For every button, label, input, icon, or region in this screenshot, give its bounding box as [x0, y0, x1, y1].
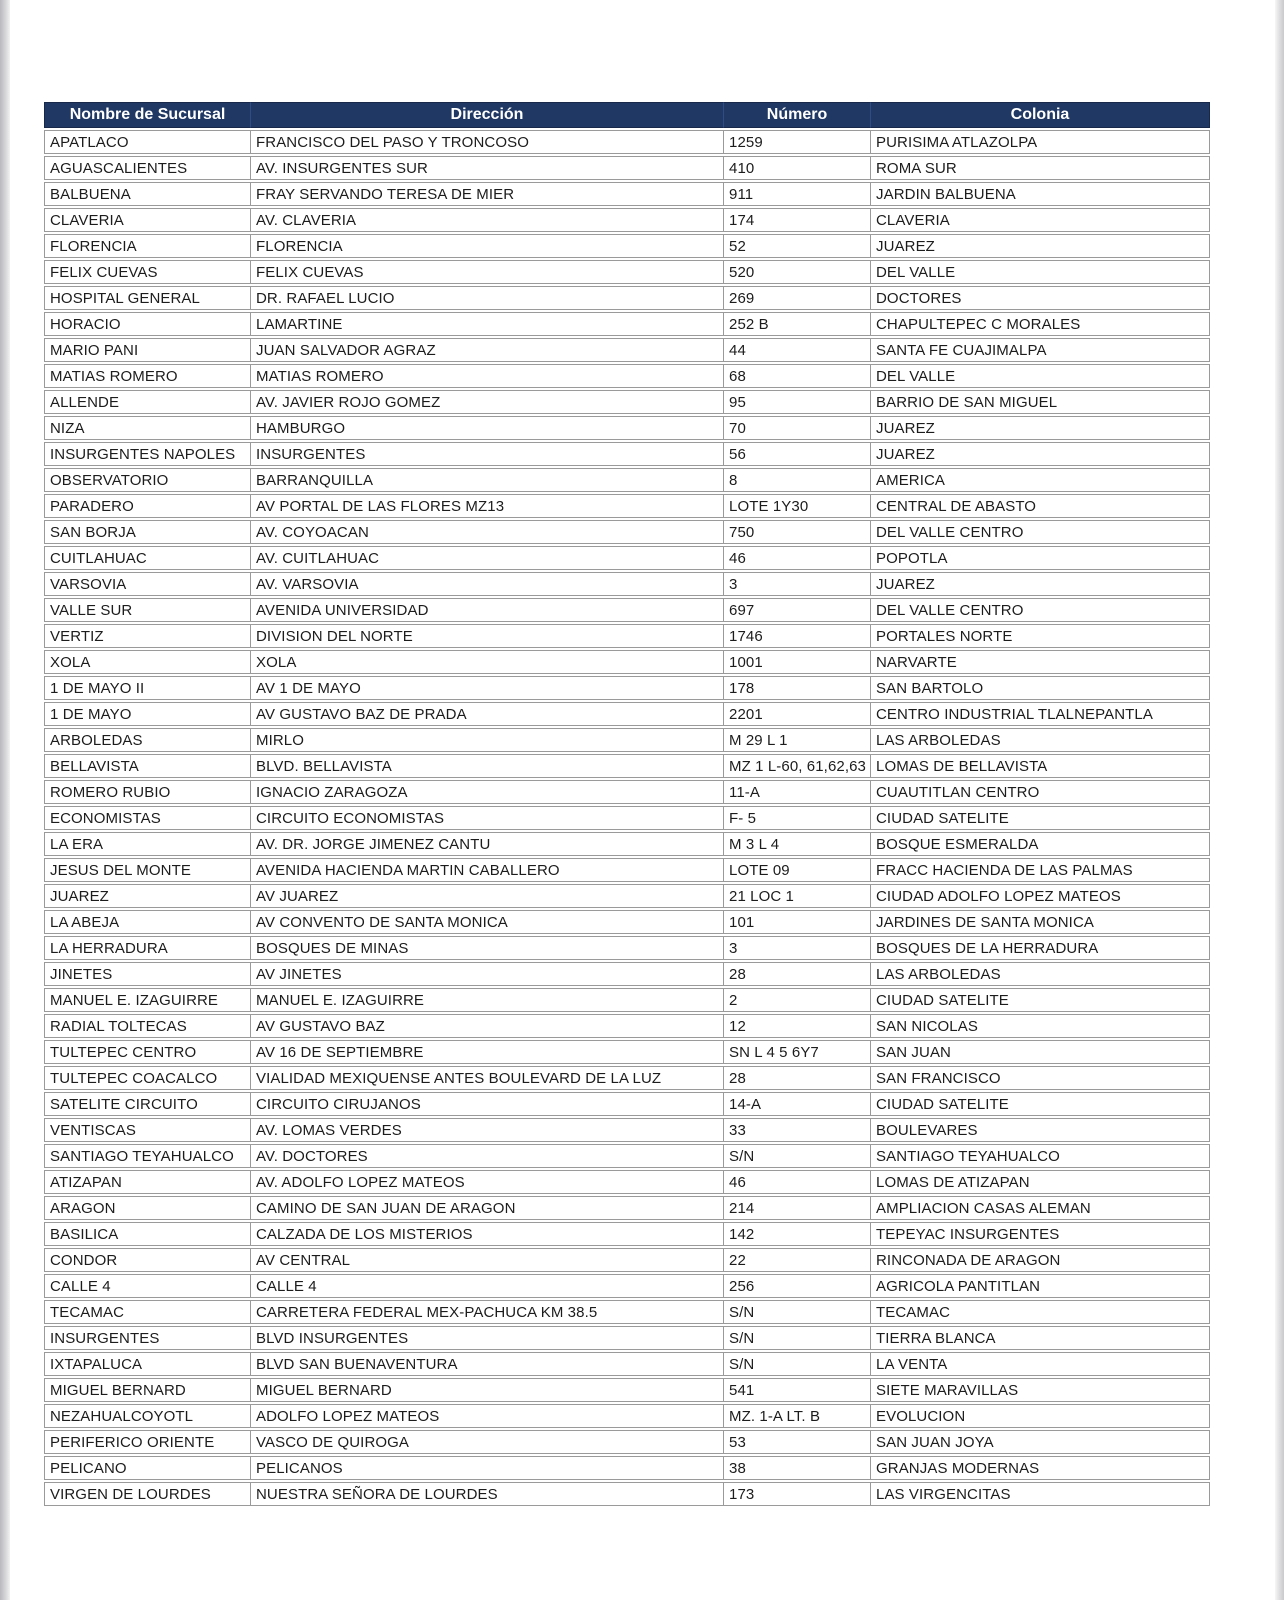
cell-numero: 56 [723, 442, 870, 466]
cell-numero: 46 [723, 1170, 870, 1194]
cell-direccion: BARRANQUILLA [250, 468, 723, 492]
cell-direccion: CIRCUITO ECONOMISTAS [250, 806, 723, 830]
cell-nombre-de-sucursal: HOSPITAL GENERAL [44, 286, 250, 310]
table-row [44, 572, 1210, 596]
cell-direccion: AV. CLAVERIA [250, 208, 723, 232]
table-row [44, 728, 1210, 752]
cell-numero: S/N [723, 1300, 870, 1324]
cell-numero: 269 [723, 286, 870, 310]
cell-numero: 11-A [723, 780, 870, 804]
cell-colonia: TIERRA BLANCA [870, 1326, 1210, 1350]
column-header-colonia: Colonia [870, 102, 1210, 128]
cell-direccion: FRAY SERVANDO TERESA DE MIER [250, 182, 723, 206]
cell-direccion: IGNACIO ZARAGOZA [250, 780, 723, 804]
table-row [44, 1092, 1210, 1116]
cell-direccion: AV JUAREZ [250, 884, 723, 908]
cell-colonia: CHAPULTEPEC C MORALES [870, 312, 1210, 336]
table-row [44, 1170, 1210, 1194]
cell-colonia: GRANJAS MODERNAS [870, 1456, 1210, 1480]
cell-direccion: MIGUEL BERNARD [250, 1378, 723, 1402]
cell-direccion: CALLE 4 [250, 1274, 723, 1298]
cell-colonia: SANTIAGO TEYAHUALCO [870, 1144, 1210, 1168]
table-row [44, 286, 1210, 310]
cell-direccion: AV 16 DE SEPTIEMBRE [250, 1040, 723, 1064]
cell-numero: F- 5 [723, 806, 870, 830]
table-row [44, 182, 1210, 206]
cell-numero: MZ. 1-A LT. B [723, 1404, 870, 1428]
table-row [44, 1378, 1210, 1402]
cell-colonia: BOSQUE ESMERALDA [870, 832, 1210, 856]
cell-nombre-de-sucursal: TULTEPEC COACALCO [44, 1066, 250, 1090]
table-row [44, 312, 1210, 336]
cell-nombre-de-sucursal: VARSOVIA [44, 572, 250, 596]
cell-direccion: VIALIDAD MEXIQUENSE ANTES BOULEVARD DE LA LUZ [250, 1066, 723, 1090]
cell-colonia: PURISIMA ATLAZOLPA [870, 130, 1210, 154]
table-row [44, 1196, 1210, 1220]
table-row [44, 1326, 1210, 1350]
cell-numero: 1259 [723, 130, 870, 154]
table-row [44, 1274, 1210, 1298]
cell-direccion: CALZADA DE LOS MISTERIOS [250, 1222, 723, 1246]
cell-direccion: XOLA [250, 650, 723, 674]
cell-direccion: FELIX CUEVAS [250, 260, 723, 284]
cell-nombre-de-sucursal: RADIAL TOLTECAS [44, 1014, 250, 1038]
cell-numero: 3 [723, 572, 870, 596]
cell-nombre-de-sucursal: 1 DE MAYO II [44, 676, 250, 700]
table-row [44, 208, 1210, 232]
cell-direccion: DR. RAFAEL LUCIO [250, 286, 723, 310]
table-row [44, 962, 1210, 986]
cell-colonia: POPOTLA [870, 546, 1210, 570]
cell-nombre-de-sucursal: MANUEL E. IZAGUIRRE [44, 988, 250, 1012]
table-row [44, 858, 1210, 882]
cell-nombre-de-sucursal: MARIO PANI [44, 338, 250, 362]
table-row [44, 1248, 1210, 1272]
cell-nombre-de-sucursal: MIGUEL BERNARD [44, 1378, 250, 1402]
table-row [44, 520, 1210, 544]
cell-numero: 750 [723, 520, 870, 544]
cell-nombre-de-sucursal: FLORENCIA [44, 234, 250, 258]
table-row [44, 624, 1210, 648]
cell-numero: 2 [723, 988, 870, 1012]
cell-nombre-de-sucursal: NEZAHUALCOYOTL [44, 1404, 250, 1428]
cell-nombre-de-sucursal: BASILICA [44, 1222, 250, 1246]
table-header-row [44, 102, 1210, 128]
table-row [44, 260, 1210, 284]
cell-nombre-de-sucursal: ROMERO RUBIO [44, 780, 250, 804]
cell-direccion: AV CONVENTO DE SANTA MONICA [250, 910, 723, 934]
table-row [44, 494, 1210, 518]
cell-direccion: PELICANOS [250, 1456, 723, 1480]
cell-nombre-de-sucursal: NIZA [44, 416, 250, 440]
cell-colonia: RINCONADA DE ARAGON [870, 1248, 1210, 1272]
cell-nombre-de-sucursal: CUITLAHUAC [44, 546, 250, 570]
cell-colonia: TEPEYAC INSURGENTES [870, 1222, 1210, 1246]
cell-nombre-de-sucursal: APATLACO [44, 130, 250, 154]
cell-colonia: PORTALES NORTE [870, 624, 1210, 648]
cell-colonia: LAS VIRGENCITAS [870, 1482, 1210, 1506]
cell-colonia: AMERICA [870, 468, 1210, 492]
cell-direccion: AV GUSTAVO BAZ DE PRADA [250, 702, 723, 726]
table-row [44, 1118, 1210, 1142]
cell-numero: 70 [723, 416, 870, 440]
cell-numero: 68 [723, 364, 870, 388]
table-row [44, 468, 1210, 492]
cell-colonia: SANTA FE CUAJIMALPA [870, 338, 1210, 362]
cell-colonia: DEL VALLE [870, 260, 1210, 284]
cell-direccion: AV 1 DE MAYO [250, 676, 723, 700]
column-header-numero: Número [723, 102, 870, 128]
cell-numero: 2201 [723, 702, 870, 726]
cell-direccion: MATIAS ROMERO [250, 364, 723, 388]
cell-direccion: LAMARTINE [250, 312, 723, 336]
table-row [44, 234, 1210, 258]
cell-numero: SN L 4 5 6Y7 [723, 1040, 870, 1064]
cell-numero: S/N [723, 1352, 870, 1376]
column-header-nombre-de-sucursal: Nombre de Sucursal [44, 102, 250, 128]
cell-colonia: BOSQUES DE LA HERRADURA [870, 936, 1210, 960]
cell-numero: 46 [723, 546, 870, 570]
cell-colonia: TECAMAC [870, 1300, 1210, 1324]
table-row [44, 1482, 1210, 1506]
table-row [44, 1222, 1210, 1246]
cell-nombre-de-sucursal: CLAVERIA [44, 208, 250, 232]
table-row [44, 390, 1210, 414]
cell-direccion: AV. DR. JORGE JIMENEZ CANTU [250, 832, 723, 856]
table-body [44, 130, 1210, 1506]
table-row [44, 598, 1210, 622]
table-row [44, 884, 1210, 908]
cell-colonia: LOMAS DE BELLAVISTA [870, 754, 1210, 778]
table-row [44, 364, 1210, 388]
cell-nombre-de-sucursal: JUAREZ [44, 884, 250, 908]
cell-nombre-de-sucursal: PARADERO [44, 494, 250, 518]
table-row [44, 936, 1210, 960]
cell-numero: 22 [723, 1248, 870, 1272]
cell-colonia: BARRIO DE SAN MIGUEL [870, 390, 1210, 414]
cell-nombre-de-sucursal: BALBUENA [44, 182, 250, 206]
cell-numero: 911 [723, 182, 870, 206]
cell-colonia: DEL VALLE CENTRO [870, 520, 1210, 544]
cell-numero: 410 [723, 156, 870, 180]
cell-numero: LOTE 09 [723, 858, 870, 882]
cell-numero: 95 [723, 390, 870, 414]
cell-direccion: DIVISION DEL NORTE [250, 624, 723, 648]
cell-numero: 38 [723, 1456, 870, 1480]
cell-colonia: JUAREZ [870, 442, 1210, 466]
cell-direccion: INSURGENTES [250, 442, 723, 466]
cell-colonia: SAN JUAN [870, 1040, 1210, 1064]
cell-nombre-de-sucursal: JESUS DEL MONTE [44, 858, 250, 882]
table-row [44, 754, 1210, 778]
cell-direccion: FRANCISCO DEL PASO Y TRONCOSO [250, 130, 723, 154]
cell-nombre-de-sucursal: OBSERVATORIO [44, 468, 250, 492]
cell-colonia: SAN JUAN JOYA [870, 1430, 1210, 1454]
cell-direccion: AV. JAVIER ROJO GOMEZ [250, 390, 723, 414]
cell-nombre-de-sucursal: LA ERA [44, 832, 250, 856]
cell-colonia: FRACC HACIENDA DE LAS PALMAS [870, 858, 1210, 882]
cell-nombre-de-sucursal: SAN BORJA [44, 520, 250, 544]
cell-nombre-de-sucursal: SANTIAGO TEYAHUALCO [44, 1144, 250, 1168]
table-row [44, 1144, 1210, 1168]
cell-direccion: AV PORTAL DE LAS FLORES MZ13 [250, 494, 723, 518]
cell-colonia: CUAUTITLAN CENTRO [870, 780, 1210, 804]
table-row [44, 1300, 1210, 1324]
cell-colonia: CIUDAD SATELITE [870, 988, 1210, 1012]
table-row [44, 650, 1210, 674]
cell-direccion: BLVD. BELLAVISTA [250, 754, 723, 778]
cell-colonia: JARDIN BALBUENA [870, 182, 1210, 206]
cell-colonia: SAN FRANCISCO [870, 1066, 1210, 1090]
table-row [44, 546, 1210, 570]
cell-nombre-de-sucursal: PELICANO [44, 1456, 250, 1480]
table-row [44, 676, 1210, 700]
cell-direccion: HAMBURGO [250, 416, 723, 440]
cell-numero: 12 [723, 1014, 870, 1038]
cell-direccion: BOSQUES DE MINAS [250, 936, 723, 960]
cell-colonia: CENTRAL DE ABASTO [870, 494, 1210, 518]
cell-nombre-de-sucursal: LA HERRADURA [44, 936, 250, 960]
cell-colonia: LA VENTA [870, 1352, 1210, 1376]
cell-nombre-de-sucursal: IXTAPALUCA [44, 1352, 250, 1376]
page-edge-right [1275, 0, 1284, 1600]
cell-colonia: AGRICOLA PANTITLAN [870, 1274, 1210, 1298]
table-row [44, 156, 1210, 180]
cell-direccion: CAMINO DE SAN JUAN DE ARAGON [250, 1196, 723, 1220]
cell-numero: MZ 1 L-60, 61,62,63 [723, 754, 870, 778]
cell-numero: 178 [723, 676, 870, 700]
table-row [44, 130, 1210, 154]
cell-nombre-de-sucursal: FELIX CUEVAS [44, 260, 250, 284]
cell-nombre-de-sucursal: XOLA [44, 650, 250, 674]
cell-direccion: AV. VARSOVIA [250, 572, 723, 596]
cell-colonia: LAS ARBOLEDAS [870, 728, 1210, 752]
cell-direccion: AVENIDA UNIVERSIDAD [250, 598, 723, 622]
cell-numero: 33 [723, 1118, 870, 1142]
cell-direccion: MANUEL E. IZAGUIRRE [250, 988, 723, 1012]
cell-direccion: AVENIDA HACIENDA MARTIN CABALLERO [250, 858, 723, 882]
cell-nombre-de-sucursal: INSURGENTES NAPOLES [44, 442, 250, 466]
cell-nombre-de-sucursal: VALLE SUR [44, 598, 250, 622]
cell-direccion: ADOLFO LOPEZ MATEOS [250, 1404, 723, 1428]
branch-directory-table [44, 100, 1210, 1508]
cell-colonia: JUAREZ [870, 234, 1210, 258]
cell-direccion: AV. ADOLFO LOPEZ MATEOS [250, 1170, 723, 1194]
cell-direccion: AV. COYOACAN [250, 520, 723, 544]
table-row [44, 1352, 1210, 1376]
cell-numero: 697 [723, 598, 870, 622]
cell-colonia: SAN NICOLAS [870, 1014, 1210, 1038]
cell-direccion: JUAN SALVADOR AGRAZ [250, 338, 723, 362]
cell-nombre-de-sucursal: INSURGENTES [44, 1326, 250, 1350]
table-row [44, 1040, 1210, 1064]
cell-nombre-de-sucursal: VENTISCAS [44, 1118, 250, 1142]
table-row [44, 442, 1210, 466]
cell-nombre-de-sucursal: ALLENDE [44, 390, 250, 414]
cell-numero: 173 [723, 1482, 870, 1506]
cell-colonia: CLAVERIA [870, 208, 1210, 232]
cell-numero: 252 B [723, 312, 870, 336]
cell-nombre-de-sucursal: AGUASCALIENTES [44, 156, 250, 180]
cell-numero: LOTE 1Y30 [723, 494, 870, 518]
table-row [44, 1456, 1210, 1480]
cell-numero: 541 [723, 1378, 870, 1402]
cell-colonia: DEL VALLE CENTRO [870, 598, 1210, 622]
cell-nombre-de-sucursal: CONDOR [44, 1248, 250, 1272]
cell-direccion: VASCO DE QUIROGA [250, 1430, 723, 1454]
cell-numero: 256 [723, 1274, 870, 1298]
cell-nombre-de-sucursal: MATIAS ROMERO [44, 364, 250, 388]
cell-nombre-de-sucursal: ECONOMISTAS [44, 806, 250, 830]
table-row [44, 1404, 1210, 1428]
cell-numero: S/N [723, 1144, 870, 1168]
cell-direccion: AV JINETES [250, 962, 723, 986]
cell-numero: M 3 L 4 [723, 832, 870, 856]
cell-direccion: AV. CUITLAHUAC [250, 546, 723, 570]
cell-numero: 28 [723, 1066, 870, 1090]
cell-numero: 214 [723, 1196, 870, 1220]
cell-colonia: BOULEVARES [870, 1118, 1210, 1142]
cell-nombre-de-sucursal: HORACIO [44, 312, 250, 336]
cell-numero: S/N [723, 1326, 870, 1350]
cell-nombre-de-sucursal: 1 DE MAYO [44, 702, 250, 726]
cell-nombre-de-sucursal: JINETES [44, 962, 250, 986]
cell-numero: 44 [723, 338, 870, 362]
column-header-direccion: Dirección [250, 102, 723, 128]
cell-colonia: JARDINES DE SANTA MONICA [870, 910, 1210, 934]
cell-colonia: CENTRO INDUSTRIAL TLALNEPANTLA [870, 702, 1210, 726]
cell-direccion: AV CENTRAL [250, 1248, 723, 1272]
cell-colonia: EVOLUCION [870, 1404, 1210, 1428]
cell-nombre-de-sucursal: LA ABEJA [44, 910, 250, 934]
cell-numero: 101 [723, 910, 870, 934]
table-row [44, 832, 1210, 856]
cell-numero: 28 [723, 962, 870, 986]
cell-colonia: AMPLIACION CASAS ALEMAN [870, 1196, 1210, 1220]
cell-numero: 52 [723, 234, 870, 258]
cell-colonia: LOMAS DE ATIZAPAN [870, 1170, 1210, 1194]
cell-direccion: AV. LOMAS VERDES [250, 1118, 723, 1142]
table-row [44, 1430, 1210, 1454]
cell-colonia: NARVARTE [870, 650, 1210, 674]
cell-nombre-de-sucursal: ARAGON [44, 1196, 250, 1220]
cell-direccion: BLVD SAN BUENAVENTURA [250, 1352, 723, 1376]
cell-nombre-de-sucursal: TULTEPEC CENTRO [44, 1040, 250, 1064]
cell-numero: 142 [723, 1222, 870, 1246]
cell-direccion: CIRCUITO CIRUJANOS [250, 1092, 723, 1116]
cell-nombre-de-sucursal: ARBOLEDAS [44, 728, 250, 752]
cell-colonia: DOCTORES [870, 286, 1210, 310]
table-row [44, 1014, 1210, 1038]
cell-nombre-de-sucursal: SATELITE CIRCUITO [44, 1092, 250, 1116]
cell-direccion: BLVD INSURGENTES [250, 1326, 723, 1350]
cell-colonia: DEL VALLE [870, 364, 1210, 388]
cell-colonia: CIUDAD SATELITE [870, 1092, 1210, 1116]
cell-nombre-de-sucursal: TECAMAC [44, 1300, 250, 1324]
cell-nombre-de-sucursal: VIRGEN DE LOURDES [44, 1482, 250, 1506]
cell-numero: 520 [723, 260, 870, 284]
cell-colonia: JUAREZ [870, 416, 1210, 440]
cell-numero: 3 [723, 936, 870, 960]
cell-colonia: ROMA SUR [870, 156, 1210, 180]
cell-nombre-de-sucursal: CALLE 4 [44, 1274, 250, 1298]
cell-numero: 14-A [723, 1092, 870, 1116]
cell-colonia: JUAREZ [870, 572, 1210, 596]
page-edge-left [0, 0, 10, 1600]
cell-direccion: CARRETERA FEDERAL MEX-PACHUCA KM 38.5 [250, 1300, 723, 1324]
cell-direccion: MIRLO [250, 728, 723, 752]
cell-colonia: CIUDAD SATELITE [870, 806, 1210, 830]
cell-colonia: SAN BARTOLO [870, 676, 1210, 700]
cell-nombre-de-sucursal: BELLAVISTA [44, 754, 250, 778]
cell-colonia: CIUDAD ADOLFO LOPEZ MATEOS [870, 884, 1210, 908]
cell-numero: 8 [723, 468, 870, 492]
cell-direccion: FLORENCIA [250, 234, 723, 258]
table-row [44, 780, 1210, 804]
cell-colonia: SIETE MARAVILLAS [870, 1378, 1210, 1402]
table-row [44, 1066, 1210, 1090]
cell-numero: 21 LOC 1 [723, 884, 870, 908]
table-row [44, 338, 1210, 362]
cell-nombre-de-sucursal: ATIZAPAN [44, 1170, 250, 1194]
table-row [44, 702, 1210, 726]
cell-numero: 174 [723, 208, 870, 232]
cell-direccion: NUESTRA SEÑORA DE LOURDES [250, 1482, 723, 1506]
cell-direccion: AV. INSURGENTES SUR [250, 156, 723, 180]
cell-nombre-de-sucursal: PERIFERICO ORIENTE [44, 1430, 250, 1454]
cell-numero: 53 [723, 1430, 870, 1454]
table-row [44, 806, 1210, 830]
table-row [44, 910, 1210, 934]
cell-direccion: AV. DOCTORES [250, 1144, 723, 1168]
table-row [44, 416, 1210, 440]
cell-direccion: AV GUSTAVO BAZ [250, 1014, 723, 1038]
cell-colonia: LAS ARBOLEDAS [870, 962, 1210, 986]
cell-numero: 1001 [723, 650, 870, 674]
cell-nombre-de-sucursal: VERTIZ [44, 624, 250, 648]
cell-numero: M 29 L 1 [723, 728, 870, 752]
cell-numero: 1746 [723, 624, 870, 648]
table-row [44, 988, 1210, 1012]
